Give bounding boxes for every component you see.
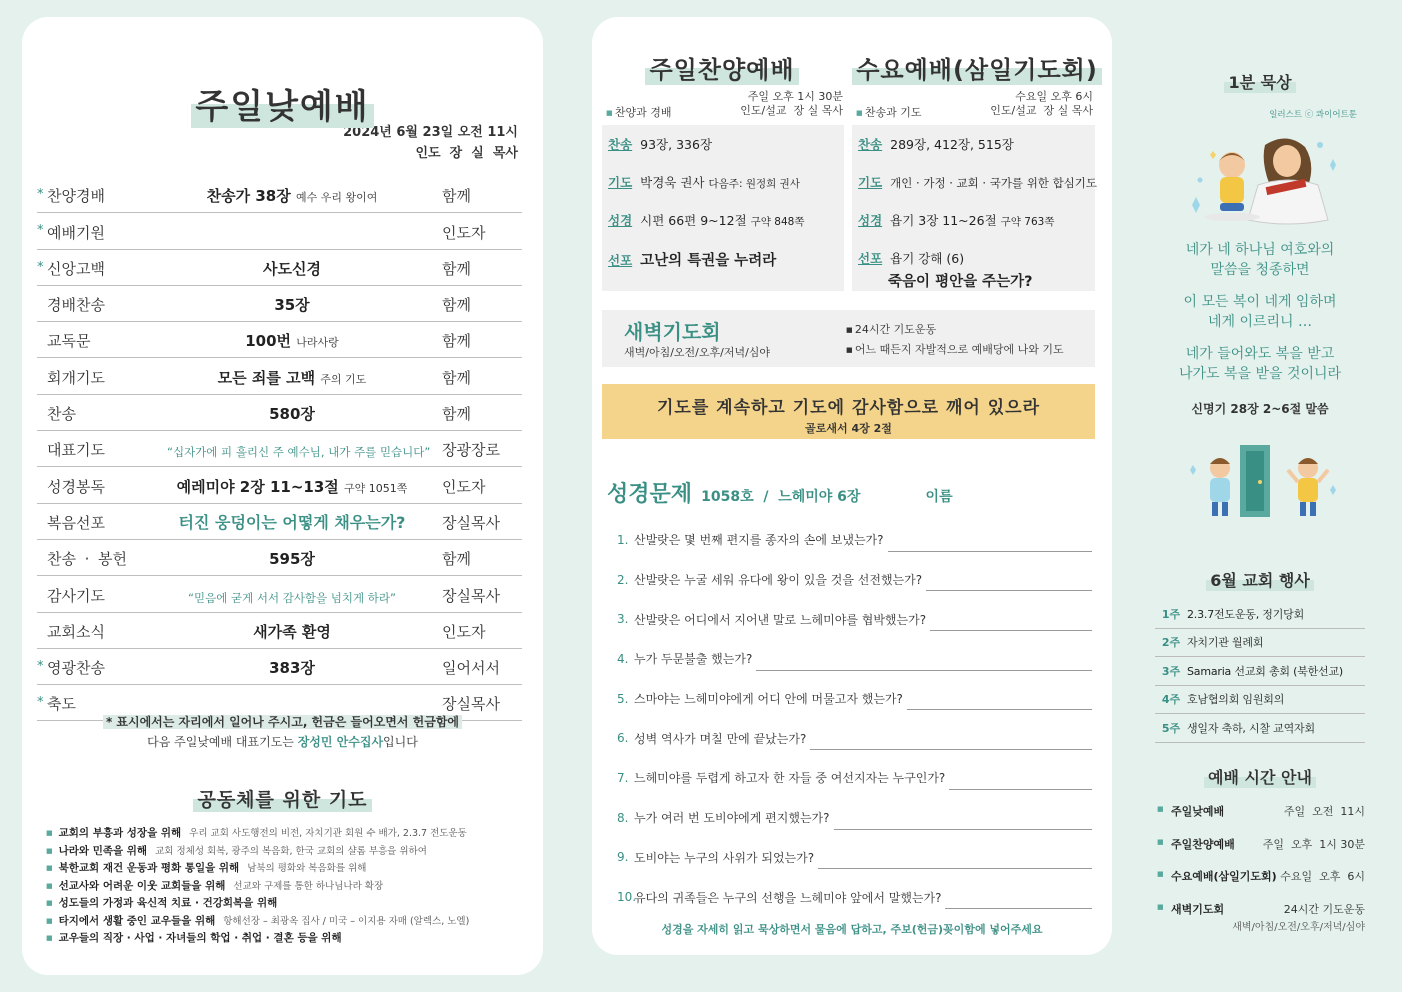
order-item-content [167, 367, 417, 388]
schedule-list [1157, 803, 1365, 933]
sunday-hymn [608, 135, 838, 173]
notice-line-2-post: 입니다 [383, 735, 418, 749]
quiz-question [617, 838, 1092, 878]
order-item-content [167, 590, 417, 606]
event-week: 1주 [1161, 607, 1181, 621]
answer-line[interactable] [926, 590, 1092, 591]
order-item-sub: 주의 기도 [320, 372, 367, 386]
schedule-row [1157, 803, 1365, 836]
service-date: 2024년 6월 23일 오전 11시 [343, 125, 518, 140]
answer-line[interactable] [945, 908, 1092, 909]
hymn-key: 찬송 [858, 137, 883, 152]
order-item-person: 인도자 [442, 223, 486, 242]
prayer-item-main: 교우들의 직장 · 사업 · 자녀들의 학업 · 취업 · 결혼 등을 위해 [58, 932, 342, 944]
prayer-item [46, 895, 526, 913]
community-prayer-title-wrap [22, 785, 543, 812]
order-item-main: 사도신경 [263, 259, 321, 278]
quiz-number: 6. [617, 731, 629, 746]
order-item-name: 성경봉독 [47, 477, 105, 496]
prayer-item [46, 913, 526, 931]
quiz-question [617, 798, 1092, 838]
wednesday-scripture [858, 211, 1089, 249]
order-item-content [167, 657, 417, 678]
quiz-number: 4. [617, 651, 629, 666]
sermon-key: 선포 [858, 251, 883, 266]
order-item-person: 함께 [442, 550, 471, 569]
order-item-main: 580장 [269, 405, 315, 424]
event-row [1155, 629, 1365, 658]
order-item-content [167, 403, 417, 424]
order-item-name: 찬송 [47, 405, 76, 424]
wednesday-details [852, 125, 1098, 291]
illustration-child-with-jesus-icon [1170, 125, 1350, 230]
prayer-item [46, 825, 526, 843]
quiz-question-text: 산발랏은 몇 번째 편지를 종자의 손에 보냈는가? [634, 533, 884, 548]
dawn-prayer-item: ■ 어느 때든지 자발적으로 예배당에 나와 기도 [846, 340, 1064, 360]
order-item-content [167, 510, 417, 533]
worship-order-row [37, 286, 522, 322]
meditation-verse-line: 나가도 복을 받을 것이니라 [1178, 366, 1342, 382]
order-item-main: 예레미야 2장 11~13절 [176, 477, 339, 496]
order-item-person: 함께 [442, 405, 471, 424]
order-item-main: “십자가에 피 흘리신 주 예수님, 내가 주를 믿습니다” [167, 445, 431, 460]
answer-line[interactable] [818, 868, 1092, 869]
schedule-row [1157, 868, 1365, 901]
sermon-series: 욥기 강해 (6) [890, 251, 965, 266]
prayer-item-main: 교회의 부흥과 성장을 위해 [58, 827, 182, 839]
quiz-question-text: 스마야는 느헤미야에게 어디 안에 머물고자 했는가? [634, 692, 903, 707]
answer-line[interactable] [888, 551, 1092, 552]
bible-quiz-title: 성경문제 [607, 482, 693, 507]
order-item-person: 장실목사 [442, 513, 500, 532]
worship-order-row [37, 322, 522, 358]
sunday-praise-leader: 인도/설교 장 실 목사 [740, 104, 843, 117]
dawn-prayer-item: ■ 24시간 기도운동 [846, 320, 1064, 340]
events-title: 6월 교회 행사 [1210, 568, 1310, 591]
prayer-item-detail: 선교와 구제를 통한 하나님나라 확장 [233, 880, 384, 892]
quiz-question [617, 758, 1092, 798]
order-item-name: 감사기도 [47, 586, 105, 605]
order-item-person: 장실목사 [442, 586, 500, 605]
event-week: 3주 [1161, 664, 1181, 678]
worship-order-row [37, 467, 522, 503]
wednesday-service-label: ■ 찬송과 기도 [856, 104, 921, 120]
schedule-title: 예배 시간 안내 [1208, 765, 1312, 788]
meditation-verse-line: 네게 이르리니 … [1207, 314, 1313, 330]
quiz-question-text: 누가 두문불출 했는가? [634, 652, 753, 667]
schedule-name: ■ 주일낮예배 [1171, 805, 1225, 818]
order-item-main: 383장 [269, 659, 315, 678]
order-item-main: 터진 웅덩이는 어떻게 채우는가? [178, 512, 406, 532]
quiz-question-text: 성벽 역사가 며칠 만에 끝났는가? [634, 731, 807, 746]
prayer-item-main: 성도들의 가정과 육신적 치료 · 건강회복을 위해 [58, 897, 278, 909]
quiz-question [617, 639, 1092, 679]
verse-ref: 골로새서 4장 2절 [805, 422, 892, 435]
quiz-number: 2. [617, 572, 629, 587]
community-prayer-list [46, 825, 526, 948]
stand-marker: * [37, 695, 44, 711]
schedule-time: 수요일 오후 6시 [1280, 870, 1365, 883]
schedule-name: ■ 주일찬양예배 [1171, 837, 1235, 851]
answer-line[interactable] [907, 709, 1092, 710]
schedule-time: 주일 오후 1시 30분 [1262, 837, 1365, 851]
scripture-value: 시편 66편 9~12절 [640, 213, 747, 228]
wednesday-sermon [858, 249, 1089, 290]
sunday-praise-time: 주일 오후 1시 30분 [747, 90, 843, 103]
meditation-verse-line: 말씀을 청종하면 [1210, 262, 1310, 278]
order-item-main: 100번 [245, 332, 292, 351]
scripture-key: 성경 [608, 213, 633, 228]
meditation-ref: 신명기 28장 2~6절 말씀 [1191, 402, 1329, 416]
events-list [1155, 600, 1365, 743]
event-row [1155, 600, 1365, 629]
prayer-key: 기도 [608, 175, 633, 190]
order-item-content [167, 258, 417, 279]
scripture-key: 성경 [858, 213, 883, 228]
worship-order-list [37, 177, 522, 721]
quiz-question [617, 560, 1092, 600]
order-item-sub: 나라사랑 [296, 336, 339, 350]
schedule-name: ■ 수요예배(삼일기도회) [1171, 870, 1277, 883]
quiz-number: 8. [617, 810, 629, 825]
order-item-person: 함께 [442, 368, 471, 387]
event-week: 4주 [1161, 693, 1181, 707]
prayer-item-main: 북한교회 재건 운동과 평화 통일을 위해 [58, 862, 240, 874]
worship-notice [22, 712, 543, 752]
prayer-value: 개인 · 가정 · 교회 · 국가를 위한 합심기도 [890, 176, 1098, 190]
quiz-question-text: 느헤미야를 두렵게 하고자 한 자들 중 여선지자는 누구인가? [634, 771, 946, 786]
quiz-number: 5. [617, 691, 629, 706]
order-item-person: 함께 [442, 296, 471, 315]
prayer-item [46, 878, 526, 896]
quiz-question-text: 도비야는 누구의 사위가 되었는가? [634, 850, 815, 865]
answer-line[interactable] [930, 630, 1092, 631]
hymn-value: 289장, 412장, 515장 [890, 137, 1014, 152]
dawn-prayer-times: 새벽/아침/오전/오후/저녁/심야 [624, 346, 771, 359]
order-item-content [167, 294, 417, 315]
quiz-number: 7. [617, 770, 629, 785]
stand-marker: * [37, 187, 44, 202]
sunday-scripture [608, 211, 838, 249]
prayer-key: 기도 [858, 175, 883, 190]
sunday-praise-title-wrap [602, 50, 842, 85]
sunday-praise-header [602, 90, 845, 120]
bible-quiz-header [607, 477, 953, 508]
stand-marker: * [37, 259, 44, 275]
order-item-name: 회개기도 [47, 368, 105, 387]
schedule-extra: 새벽/아침/오전/오후/저녁/심야 [1232, 921, 1365, 933]
prayer-item-detail: 교회 정체성 회복, 광주의 복음화, 한국 교회의 샬롬 부흥을 위하여 [155, 845, 427, 857]
wednesday-time: 수요일 오후 6시 [1015, 90, 1093, 103]
wednesday-hymn [858, 135, 1089, 173]
quiz-question-text: 산발랏은 누굴 세워 유다에 왕이 있을 것을 선전했는가? [634, 573, 923, 588]
meditation-verse-para [1145, 344, 1375, 384]
illustration-credit: 일러스트 ⓒ 콰이어트툰 [1269, 110, 1357, 120]
sermon-key: 선포 [608, 253, 633, 268]
worship-order-row [37, 250, 522, 286]
sunday-prayer [608, 173, 838, 211]
prayer-item-main: 선교사와 어려운 이웃 교회들을 위해 [58, 879, 226, 892]
sermon-value: 죽음이 평안을 주는가? [888, 274, 1033, 290]
order-item-main: 모든 죄를 고백 [217, 368, 316, 387]
order-item-sub: 예수 우리 왕이여 [295, 191, 378, 205]
prayer-item-main: 타지에서 생활 중인 교우들을 위해 [58, 914, 216, 927]
right-column [1145, 0, 1375, 992]
order-item-main: 찬송가 38장 [206, 187, 291, 206]
service-info [343, 122, 518, 164]
worship-order-row [37, 177, 522, 213]
quiz-number: 10. [617, 890, 637, 905]
prayer-next: 다음주: 원정희 권사 [708, 178, 800, 190]
hymn-value: 93장, 336장 [640, 137, 713, 152]
prayer-item-detail: 우리 교회 사도행전의 비전, 자치기관 회원 수 배가, 2.3.7 전도운동 [189, 828, 467, 839]
worship-order-row [37, 504, 522, 540]
order-item-person: 장실목사 [442, 695, 500, 714]
scripture-value: 욥기 3장 11~26절 [890, 213, 997, 228]
events-title-wrap [1145, 568, 1375, 591]
order-item-content [167, 330, 417, 351]
order-item-name: 찬송 · 봉헌 [47, 550, 127, 569]
bible-quiz-list [617, 520, 1092, 917]
event-text: 생일자 축하, 시찰 교역자회 [1187, 721, 1315, 735]
schedule-row [1157, 836, 1365, 869]
event-text: 2.3.7전도운동, 정기당회 [1187, 607, 1304, 621]
order-item-name: 찬양경배 [47, 187, 105, 206]
quiz-question [617, 599, 1092, 639]
event-row [1155, 686, 1365, 715]
meditation-title: 1분 묵상 [1228, 70, 1291, 93]
worship-order-row [37, 213, 522, 249]
wednesday-service-header [852, 90, 1095, 120]
quiz-question [617, 877, 1092, 917]
wednesday-service-title: 수요예배(삼일기도회) [856, 50, 1098, 85]
prayer-item [46, 930, 526, 948]
order-item-name: 경배찬송 [47, 296, 105, 315]
order-item-name: 복음선포 [47, 513, 105, 532]
prayer-item [46, 860, 526, 878]
quiz-question [617, 679, 1092, 719]
order-item-person: 함께 [442, 187, 471, 206]
meditation-verse-line: 네가 들어와도 복을 받고 [1185, 346, 1335, 362]
quiz-number: 9. [617, 850, 629, 865]
worship-order-row [37, 649, 522, 685]
main-service-title-wrap [22, 79, 543, 128]
main-service-panel [22, 17, 543, 975]
order-item-content [167, 185, 417, 206]
prayer-item-detail: 남북의 평화와 복음화를 위해 [247, 863, 367, 874]
stand-marker: * [37, 223, 44, 239]
prayer-value: 박경욱 권사 [640, 175, 705, 190]
schedule-title-wrap [1145, 765, 1375, 788]
verse-box [602, 384, 1095, 439]
order-item-name: 영광찬송 [47, 659, 105, 678]
sunday-praise-title: 주일찬양예배 [649, 50, 794, 85]
meditation-verse-para [1145, 292, 1375, 332]
schedule-name: ■ 새벽기도회 [1171, 902, 1225, 916]
order-item-person: 일어서서 [442, 659, 500, 678]
order-item-content [167, 476, 417, 497]
schedule-time: 24시간 기도운동 [1283, 902, 1365, 916]
scripture-page: 구약 763쪽 [1000, 216, 1055, 228]
dawn-prayer-items [846, 320, 1064, 360]
verse-text: 기도를 계속하고 기도에 감사함으로 깨어 있으라 [656, 398, 1041, 418]
meditation-verse-para [1145, 240, 1375, 280]
schedule-row [1157, 901, 1365, 934]
dawn-prayer-box [602, 310, 1095, 367]
meditation-verse [1145, 240, 1375, 396]
wednesday-service-title-wrap [852, 50, 1102, 85]
order-item-name: 교독문 [47, 332, 91, 351]
community-prayer-title: 공동체를 위한 기도 [197, 785, 367, 812]
bible-quiz-note: 성경을 자세히 읽고 묵상하면서 물음에 답하고, 주보(헌금)꽂이함에 넣어주세요 [661, 923, 1043, 936]
order-item-name: 대표기도 [47, 441, 105, 460]
dawn-prayer-title: 새벽기도회 [624, 320, 721, 344]
services-panel [592, 17, 1112, 955]
event-row [1155, 714, 1365, 743]
event-text: 자치기관 월례회 [1187, 636, 1264, 650]
order-item-person: 함께 [442, 259, 471, 278]
sunday-praise-time-block [740, 90, 843, 118]
order-item-person: 장광장로 [442, 441, 500, 460]
scripture-page: 구약 848쪽 [750, 216, 805, 228]
illustration-children-at-door-icon [1180, 440, 1350, 525]
service-leader: 인도 장 실 목사 [415, 146, 518, 161]
schedule-time: 주일 오전 11시 [1283, 805, 1365, 818]
prayer-item-main: 나라와 민족을 위해 [58, 844, 148, 857]
answer-line[interactable] [949, 789, 1092, 790]
order-item-content [167, 444, 431, 460]
order-item-name: 예배기원 [47, 223, 105, 242]
event-row [1155, 657, 1365, 686]
quiz-question-text: 유다의 귀족들은 누구의 선행을 느헤미야 앞에서 말했는가? [634, 890, 942, 905]
quiz-number: 3. [617, 612, 629, 627]
worship-order-row [37, 576, 522, 612]
meditation-verse-line: 이 모든 복이 네게 임하며 [1183, 294, 1337, 310]
event-week: 2주 [1161, 636, 1181, 650]
order-item-person: 인도자 [442, 622, 486, 641]
quiz-question [617, 718, 1092, 758]
order-item-sub: 구약 1051쪽 [344, 481, 408, 495]
order-item-content [167, 548, 417, 569]
main-service-title: 주일낮예배 [195, 79, 369, 128]
worship-order-row [37, 358, 522, 394]
order-item-person: 함께 [442, 332, 471, 351]
quiz-question [617, 520, 1092, 560]
order-item-content [167, 621, 417, 642]
quiz-question-text: 누가 여러 번 도비야에게 편지했는가? [634, 811, 830, 826]
order-item-main: 35장 [274, 296, 310, 315]
sunday-praise-label: ■ 찬양과 경배 [606, 104, 671, 120]
answer-line[interactable] [810, 749, 1092, 750]
hymn-key: 찬송 [608, 137, 633, 152]
order-item-person: 인도자 [442, 477, 486, 496]
order-item-main: 595장 [269, 550, 315, 569]
stand-marker: * [37, 658, 44, 674]
order-item-name: 교회소식 [47, 622, 105, 641]
order-item-name: 신앙고백 [47, 259, 105, 278]
wednesday-time-block [990, 90, 1093, 118]
answer-line[interactable] [834, 829, 1092, 830]
sunday-sermon [608, 249, 838, 287]
sermon-value: 고난의 특권을 누려라 [640, 253, 777, 269]
notice-line-1: * 표시에서는 자리에서 일어나 주시고, 헌금은 들어오면서 헌금함에 [103, 715, 462, 729]
next-prayer-leader: 장성민 안수집사 [297, 735, 384, 749]
worship-order-row [37, 395, 522, 431]
wednesday-prayer [858, 173, 1098, 211]
sunday-praise-details [602, 125, 844, 291]
order-item-name: 축도 [47, 695, 76, 714]
event-text: 호남협의회 임원회의 [1187, 693, 1285, 707]
worship-order-row [37, 613, 522, 649]
bible-quiz-issue: 1058호 / 느헤미야 6장 [701, 489, 861, 505]
prayer-item-detail: 항해선장 – 최광옥 집사 / 미국 – 이지용 자매 (알렉스, 노엘) [223, 915, 470, 927]
worship-order-row [37, 540, 522, 576]
event-week: 5주 [1161, 721, 1181, 735]
meditation-verse-line: 네가 네 하나님 여호와의 [1185, 242, 1335, 258]
quiz-question-text: 산발랏은 어디에서 지어낸 말로 느헤미야를 협박했는가? [634, 612, 927, 627]
wednesday-leader: 인도/설교 장 실 목사 [990, 104, 1093, 117]
order-item-main: 새가족 환영 [253, 622, 331, 641]
answer-line[interactable] [756, 670, 1092, 671]
event-text: Samaria 선교회 총회 (북한선교) [1187, 664, 1344, 678]
order-item-main: “믿음에 굳게 서서 감사함을 넘치게 하라” [188, 590, 396, 605]
notice-line-2 [22, 732, 543, 752]
worship-order-row [37, 431, 522, 467]
meditation-title-wrap [1145, 70, 1375, 93]
notice-line-2-pre: 다음 주일낮예배 대표기도는 [147, 735, 298, 749]
prayer-item [46, 843, 526, 861]
bible-quiz-name-label: 이름 [925, 489, 953, 505]
quiz-number: 1. [617, 532, 629, 547]
